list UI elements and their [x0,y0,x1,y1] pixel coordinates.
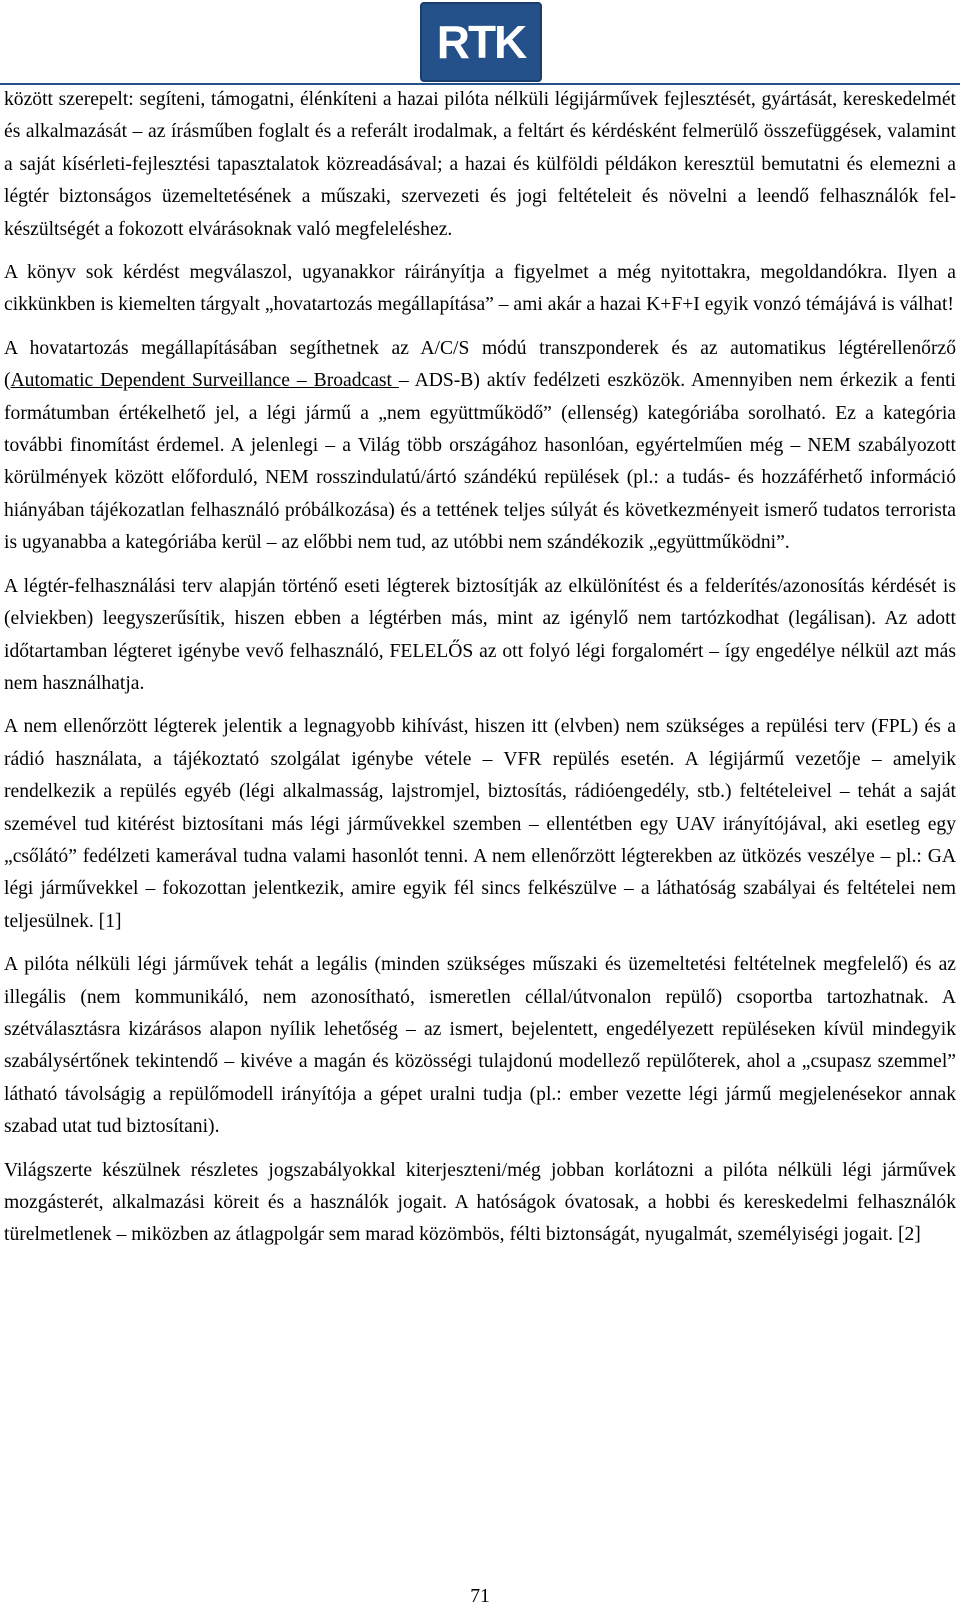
body-text [4,84,956,1263]
paragraph-4: A légtér-felhasználási terv alapján történő eseti légterek biztosítják az elkülönítést és a felderítés/azonosítás kérdését is (elviekben) leegyszerűsítik, hiszen ebben a légtérben más, mint az igénylő nem tartózkodhat (legálisan). Az adott időtartamban légteret igénybe vevő felhasználó, FELELŐS az ott folyó légi forgalomért – így engedélye nélkül azt más nem használhatja. [4,575,956,694]
paragraph-5: A nem ellenőrzött légterek jelentik a legnagyobb kihívást, hiszen itt (elvben) nem szükséges a repülési terv (FPL) és a rádió használata, a tájékoztató szolgálat igénybe vétele – VFR repülés esetén. A légijármű vezetője – amelyik rendelkezik a repülés egyéb (légi alkalmasság, lajstromjel, biztosítás, rádióengedély, stb.) feltételeivel – tehát a saját szemével tud kitérést biztosítani más légi járművekkel szemben – ellentétben egy UAV irányítójával, aki esetleg egy „csőlátó” fedélzeti kamerával tudna valami hasonlót tenni. A nem ellenőrzött légterekben az ütközés veszélye – pl.: GA légi járművekkel – fokozottan jelentkezik, amire egyik fél sincs felkészülve – a láthatóság szabályai és feltételei nem teljesülnek. [1] [4,716,956,932]
paragraph-3-part-1: A hovatartozás megállapításában segíthetnek az A/C/S módú transzponderek és az automatikus légtérellenőrző ( [4,337,956,392]
paragraph-3 [4,333,956,560]
page-header [0,0,960,88]
page-number: 71 [470,1586,490,1607]
paragraph-7: Világszerte készülnek részletes jogszabályokkal kiterjeszteni/még jobban korlátozni a pilóta nélküli légi járművek mozgásterét, alkalmazási köreit és a használók jogait. A hatóságok óvatosak, a hobbi és kereskedelmi felhasználók türelmetlenek – miközben az átlagpolgár sem marad közömbös, félti biztonságát, nyugalmát, személyiségi jogait. [2] [4,1159,956,1246]
paragraph-6: A pilóta nélküli légi járművek tehát a legális (minden szükséges műszaki és üzemeltetési feltételnek megfelelő) és az illegális (nem kommunikáló, nem azonosítható, ismeretlen céllal/útvonalon repülő) csoportba tartozhatnak. A szétválasztásra kizárásos alapon nyílik lehetőség – az ismert, bejelentett, engedélyezett repüléseken kívül mindegyik szabálysértőnek tekintendő – kivéve a magán és közösségi tulajdonú modellező repülőterek, ahol a „csupasz szemmel” látható távolságig a repülőmodell irányítója a gépet uralni tudja (pl.: ember vezette légi jármű megjelenésekor annak szabad utat tud biztosítani). [4,954,956,1138]
logo-text: RTK [436,16,526,68]
paragraph-2: A könyv sok kérdést megválaszol, ugyanakkor ráirányítja a figyelmet a még nyitottakra, megoldandókra. Ilyen a cikkünkben is kiemelten tárgyalt „hovatartozás megállapítása” – ami akár a hazai K+F+I egyik vonzó témájává is válhat! [4,262,956,316]
paragraph-1: között szerepelt: segíteni, támogatni, élénkíteni a hazai pilóta nélküli légijárművek fejlesztését, gyártását, kereskedelmét és alkalmazását – az írásműben foglalt és a referált irodalmak, a feltárt és kérdésként felmerülő összefüggések, valamint a saját kísérleti-fejlesztési tapasztalatok közreadásával; a hazai és külföldi példákon keresztül bemutatni és elemezni a légtér biztonságos üzemeltetésének a műszaki, szervezeti és jogi feltételeit és növelni a leendő felhasználók felkészültségét a fokozott elvárásoknak való megfeleléshez. [4,89,956,240]
rtk-logo [420,2,542,82]
adsb-term: Automatic Dependent Surveillance – Broadcast [10,370,399,392]
paragraph-3-part-2: – ADS-B) aktív fedélzeti eszközök. Amennyiben nem érkezik a fenti formátumban értékelhető jel, a légi jármű a „nem együttműködő” (ellenség) kategóriába sorolható. Ez a kategória további finomítást érdemel. A jelenlegi – a Világ több országához hasonlóan, egyértelműen még – NEM szabályozott körülmények között előforduló, NEM rosszindulatú/ártó szándékú repülések (pl.: a tudás- és hozzáférhető információ hiányában tájékozatlan felhasználó próbálkozása) és a tettének teljes súlyát és következményeit ismerő tudatos terrorista is ugyanabba a kategóriába kerül – az előbbi nem tud, az utóbbi nem szándékozik „együttműködni”. [4,370,956,554]
